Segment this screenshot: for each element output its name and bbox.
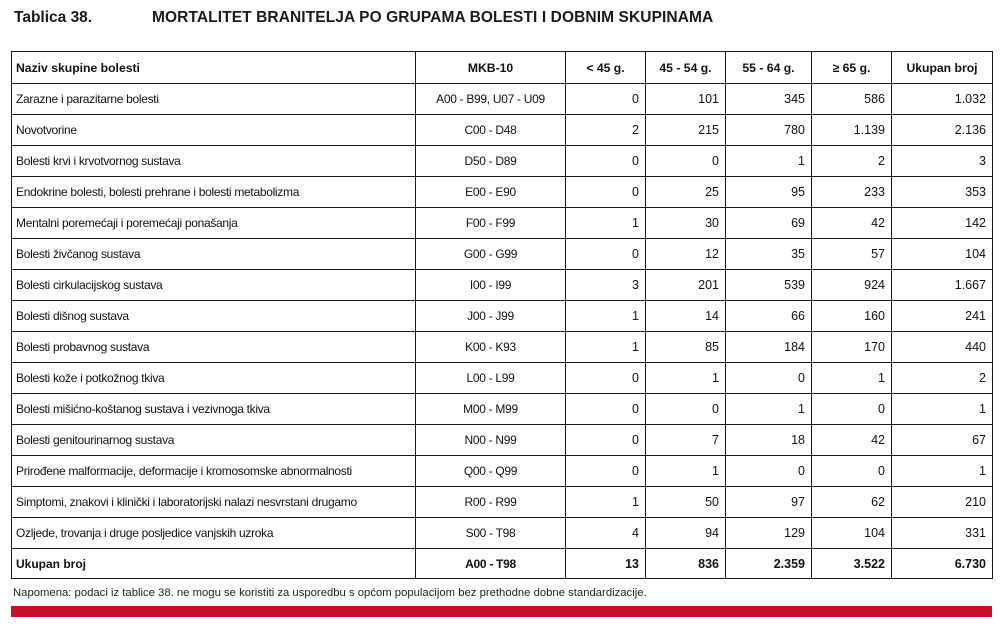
table-title	[14, 6, 713, 30]
total-cell: 440	[892, 332, 993, 363]
under-45-cell: 0	[566, 394, 646, 425]
disease-group-cell: Bolesti cirkulacijskog sustava	[12, 270, 416, 301]
total-cell: 331	[892, 518, 993, 549]
age-45-54-cell: 12	[646, 239, 726, 270]
age-45-54-cell: 0	[646, 146, 726, 177]
table-row	[12, 301, 993, 332]
column-header-55-64: 55 - 64 g.	[726, 52, 812, 84]
disease-group-cell: Bolesti mišićno-koštanog sustava i vezivnoga tkiva	[12, 394, 416, 425]
under-45-cell: 2	[566, 115, 646, 146]
total-55-64-cell: 2.359	[726, 549, 812, 579]
age-55-64-cell: 184	[726, 332, 812, 363]
footnote: Napomena: podaci iz tablice 38. ne mogu se koristiti za usporedbu s općom populacijom bez prethodne dobne standardizacije.	[13, 587, 647, 599]
total-45-54-cell: 836	[646, 549, 726, 579]
disease-group-cell: Endokrine bolesti, bolesti prehrane i bolesti metabolizma	[12, 177, 416, 208]
age-45-54-cell: 1	[646, 456, 726, 487]
age-45-54-cell: 1	[646, 363, 726, 394]
disease-group-cell: Bolesti genitourinarnog sustava	[12, 425, 416, 456]
total-65-plus-cell: 3.522	[812, 549, 892, 579]
disease-group-cell: Bolesti probavnog sustava	[12, 332, 416, 363]
age-55-64-cell: 1	[726, 146, 812, 177]
age-45-54-cell: 14	[646, 301, 726, 332]
grand-total-cell: 6.730	[892, 549, 993, 579]
total-cell: 1.032	[892, 84, 993, 115]
age-65-plus-cell: 62	[812, 487, 892, 518]
table-row	[12, 487, 993, 518]
icd10-cell: Q00 - Q99	[416, 456, 566, 487]
age-45-54-cell: 30	[646, 208, 726, 239]
table-row	[12, 425, 993, 456]
age-65-plus-cell: 586	[812, 84, 892, 115]
age-45-54-cell: 50	[646, 487, 726, 518]
disease-group-cell: Bolesti dišnog sustava	[12, 301, 416, 332]
disease-group-cell: Novotvorine	[12, 115, 416, 146]
table-row	[12, 177, 993, 208]
icd10-cell: J00 - J99	[416, 301, 566, 332]
table-number: Tablica 38.	[14, 9, 93, 26]
age-55-64-cell: 97	[726, 487, 812, 518]
total-icd10-cell: A00 - T98	[416, 549, 566, 579]
icd10-cell: M00 - M99	[416, 394, 566, 425]
age-65-plus-cell: 924	[812, 270, 892, 301]
table-heading: MORTALITET BRANITELJA PO GRUPAMA BOLESTI I DOBNIM SKUPINAMA	[152, 9, 714, 26]
age-45-54-cell: 85	[646, 332, 726, 363]
table-row	[12, 208, 993, 239]
disease-group-cell: Bolesti živčanog sustava	[12, 239, 416, 270]
under-45-cell: 0	[566, 363, 646, 394]
under-45-cell: 0	[566, 146, 646, 177]
total-cell: 241	[892, 301, 993, 332]
header-row	[12, 52, 993, 84]
under-45-cell: 0	[566, 456, 646, 487]
table-row	[12, 146, 993, 177]
under-45-cell: 1	[566, 301, 646, 332]
under-45-cell: 3	[566, 270, 646, 301]
age-45-54-cell: 0	[646, 394, 726, 425]
age-65-plus-cell: 42	[812, 425, 892, 456]
total-cell: 1.667	[892, 270, 993, 301]
table-row	[12, 84, 993, 115]
icd10-cell: A00 - B99, U07 - U09	[416, 84, 566, 115]
icd10-cell: L00 - L99	[416, 363, 566, 394]
table-row	[12, 394, 993, 425]
table-row	[12, 239, 993, 270]
age-65-plus-cell: 42	[812, 208, 892, 239]
icd10-cell: G00 - G99	[416, 239, 566, 270]
age-65-plus-cell: 2	[812, 146, 892, 177]
age-55-64-cell: 35	[726, 239, 812, 270]
age-45-54-cell: 101	[646, 84, 726, 115]
age-55-64-cell: 1	[726, 394, 812, 425]
mortality-table	[11, 51, 993, 579]
age-45-54-cell: 7	[646, 425, 726, 456]
total-cell: 2	[892, 363, 993, 394]
under-45-cell: 0	[566, 84, 646, 115]
total-label-cell: Ukupan broj	[12, 549, 416, 579]
disease-group-cell: Ozljede, trovanja i druge posljedice vanjskih uzroka	[12, 518, 416, 549]
table-row	[12, 456, 993, 487]
column-header-under-45: < 45 g.	[566, 52, 646, 84]
total-row	[12, 549, 993, 579]
age-65-plus-cell: 57	[812, 239, 892, 270]
age-45-54-cell: 201	[646, 270, 726, 301]
age-55-64-cell: 129	[726, 518, 812, 549]
disease-group-cell: Simptomi, znakovi i klinički i laboratorijski nalazi nesvrstani drugamo	[12, 487, 416, 518]
age-55-64-cell: 18	[726, 425, 812, 456]
total-cell: 3	[892, 146, 993, 177]
age-55-64-cell: 69	[726, 208, 812, 239]
total-cell: 1	[892, 394, 993, 425]
under-45-cell: 0	[566, 177, 646, 208]
age-65-plus-cell: 160	[812, 301, 892, 332]
under-45-cell: 0	[566, 239, 646, 270]
age-45-54-cell: 94	[646, 518, 726, 549]
icd10-cell: D50 - D89	[416, 146, 566, 177]
icd10-cell: F00 - F99	[416, 208, 566, 239]
age-45-54-cell: 215	[646, 115, 726, 146]
icd10-cell: N00 - N99	[416, 425, 566, 456]
under-45-cell: 1	[566, 208, 646, 239]
age-65-plus-cell: 1.139	[812, 115, 892, 146]
column-header-45-54: 45 - 54 g.	[646, 52, 726, 84]
total-cell: 1	[892, 456, 993, 487]
column-header-total: Ukupan broj	[892, 52, 993, 84]
total-cell: 210	[892, 487, 993, 518]
under-45-cell: 0	[566, 425, 646, 456]
icd10-cell: K00 - K93	[416, 332, 566, 363]
table-row	[12, 363, 993, 394]
age-55-64-cell: 66	[726, 301, 812, 332]
age-55-64-cell: 780	[726, 115, 812, 146]
total-under-45-cell: 13	[566, 549, 646, 579]
disease-group-cell: Mentalni poremećaji i poremećaji ponašanja	[12, 208, 416, 239]
disease-group-cell: Zarazne i parazitarne bolesti	[12, 84, 416, 115]
total-cell: 67	[892, 425, 993, 456]
red-divider-bar	[11, 606, 992, 617]
total-cell: 2.136	[892, 115, 993, 146]
column-header-icd10: MKB-10	[416, 52, 566, 84]
age-65-plus-cell: 233	[812, 177, 892, 208]
column-header-65-plus: ≥ 65 g.	[812, 52, 892, 84]
icd10-cell: E00 - E90	[416, 177, 566, 208]
column-header-disease-group: Naziv skupine bolesti	[12, 52, 416, 84]
age-65-plus-cell: 0	[812, 456, 892, 487]
age-65-plus-cell: 170	[812, 332, 892, 363]
table-row	[12, 332, 993, 363]
total-cell: 104	[892, 239, 993, 270]
table-row	[12, 270, 993, 301]
icd10-cell: R00 - R99	[416, 487, 566, 518]
age-55-64-cell: 345	[726, 84, 812, 115]
disease-group-cell: Bolesti krvi i krvotvornog sustava	[12, 146, 416, 177]
age-55-64-cell: 95	[726, 177, 812, 208]
age-65-plus-cell: 0	[812, 394, 892, 425]
disease-group-cell: Bolesti kože i potkožnog tkiva	[12, 363, 416, 394]
under-45-cell: 1	[566, 332, 646, 363]
under-45-cell: 4	[566, 518, 646, 549]
age-55-64-cell: 0	[726, 363, 812, 394]
age-55-64-cell: 0	[726, 456, 812, 487]
under-45-cell: 1	[566, 487, 646, 518]
table-row	[12, 518, 993, 549]
age-65-plus-cell: 1	[812, 363, 892, 394]
total-cell: 142	[892, 208, 993, 239]
table-row	[12, 115, 993, 146]
age-45-54-cell: 25	[646, 177, 726, 208]
age-65-plus-cell: 104	[812, 518, 892, 549]
icd10-cell: I00 - I99	[416, 270, 566, 301]
icd10-cell: C00 - D48	[416, 115, 566, 146]
total-cell: 353	[892, 177, 993, 208]
disease-group-cell: Prirođene malformacije, deformacije i kromosomske abnormalnosti	[12, 456, 416, 487]
age-55-64-cell: 539	[726, 270, 812, 301]
icd10-cell: S00 - T98	[416, 518, 566, 549]
